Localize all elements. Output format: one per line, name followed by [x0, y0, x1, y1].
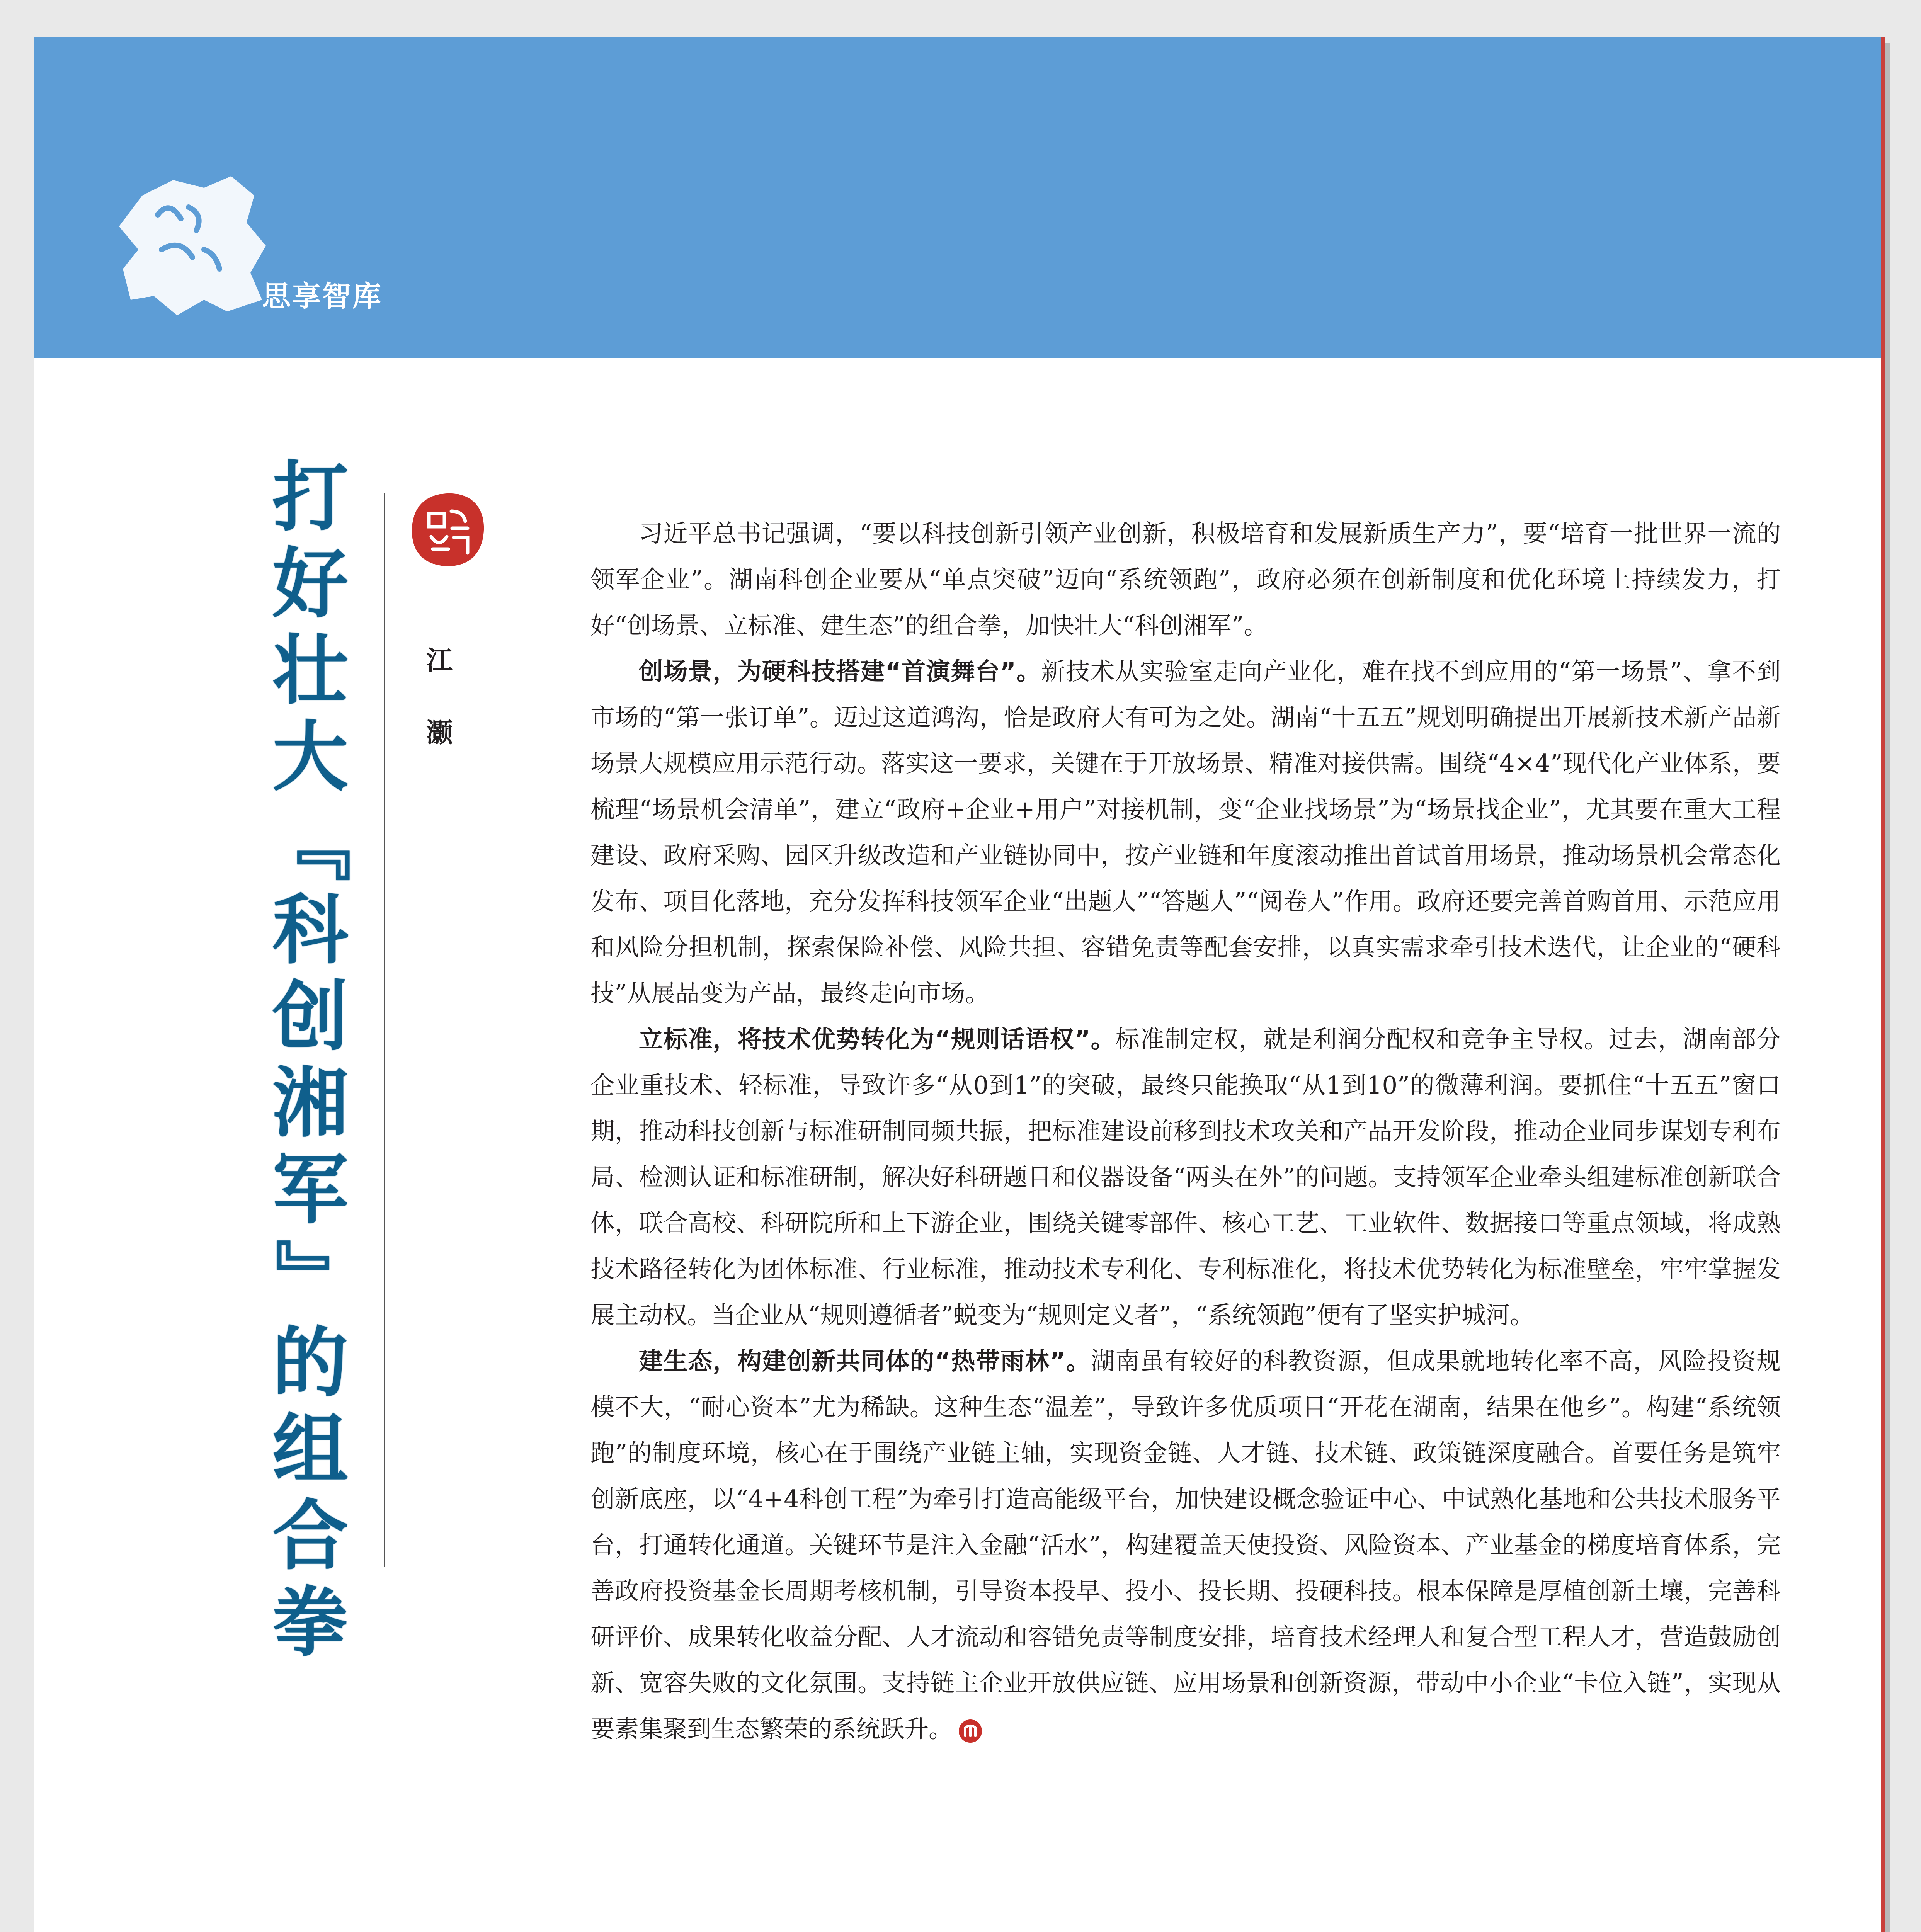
hunan-map-icon	[115, 172, 277, 319]
author-char: 江	[426, 645, 453, 676]
title-char: 科	[272, 886, 348, 975]
title-char: 『	[266, 806, 354, 882]
title-char: 大	[272, 713, 348, 801]
title-char: 的	[272, 1319, 348, 1407]
author-char: 灏	[426, 718, 453, 748]
magazine-page	[34, 37, 1885, 1932]
paragraph-text: 新技术从实验室走向产业化，难在找不到应用的“第一场景”、拿不到市场的“第一张订单”。迈过这道鸿沟，恰是政府大有可为之处。湖南“十五五”规划明确提出开展新技术新产品新场景大规模应用示范行动。落实这一要求，关键在于开放场景、精准对接供需。围绕“4×4”现代化产业体系，要梳理“场景机会清单”，建立“政府+企业+用户”对接机制，变“企业找场景”为“场景找企业”，尤其要在重大工程建设、政府采购、园区升级改造和产业链协同中，按产业链和年度滚动推出首试首用场景，推动场景机会常态化发布、项目化落地，充分发挥科技领军企业“出题人”“答题人”“阅卷人”作用。政府还要完善首购首用、示范应用和风险分担机制，探索保险补偿、风险共担、容错免责等配套安排，以真实需求牵引技术迭代，让企业的“硬科技”从展品变为产品，最终走向市场。	[590, 657, 1781, 1007]
paragraph-heading: 创场景，为硬科技搭建“首演舞台”。	[639, 657, 1041, 685]
title-char: 创	[272, 973, 348, 1061]
title-char: 合	[272, 1492, 348, 1580]
paragraph-heading: 立标准，将技术优势转化为“规则话语权”。	[639, 1025, 1116, 1053]
title-char: 壮	[272, 627, 348, 715]
paragraph-heading: 建生态，构建创新共同体的“热带雨林”。	[639, 1347, 1091, 1375]
title-divider	[384, 493, 385, 1567]
paragraph	[590, 1338, 1781, 1752]
paragraph-text: 标准制定权，就是利润分配权和竞争主导权。过去，湖南部分企业重技术、轻标准，导致许多“从0到1”的突破，最终只能换取“从1到10”的微薄利润。要抓住“十五五”窗口期，推动科技创新与标准研制同频共振，把标准建设前移到技术攻关和产品开发阶段，推动企业同步谋划专利布局、检测认证和标准研制，解决好科研题目和仪器设备“两头在外”的问题。支持领军企业牵头组建标准创新联合体，联合高校、科研院所和上下游企业，围绕关键零部件、核心工艺、工业软件、数据接口等重点领域，将成熟技术路径转化为团体标准、行业标准，推动技术专利化、专利标准化，将技术优势转化为标准壁垒，牢牢掌握发展主动权。当企业从“规则遵循者”蜕变为“规则定义者”，“系统领跑”便有了坚实护城河。	[590, 1025, 1781, 1329]
section-label: 思享智库	[262, 280, 383, 313]
title-char: 拳	[272, 1579, 348, 1667]
end-mark-icon	[958, 1719, 982, 1743]
article-body	[590, 510, 1781, 1752]
title-char: 』	[266, 1238, 354, 1315]
seal-stamp-icon	[409, 491, 486, 568]
paragraph-text: 湖南虽有较好的科教资源，但成果就地转化率不高，风险投资规模不大，“耐心资本”尤为稀缺。这种生态“温差”，导致许多优质项目“开花在湖南，结果在他乡”。构建“系统领跑”的制度环境，核心在于围绕产业链主轴，实现资金链、人才链、技术链、政策链深度融合。首要任务是筑牢创新底座，以“4+4科创工程”为牵引打造高能级平台，加快建设概念验证中心、中试熟化基地和公共技术服务平台，打通转化通道。关键环节是注入金融“活水”，构建覆盖天使投资、风险资本、产业基金的梯度培育体系，完善政府投资基金长周期考核机制，引导资本投早、投小、投长期、投硬科技。根本保障是厚植创新土壤，完善科研评价、成果转化收益分配、人才流动和容错免责等制度安排，培育技术经理人和复合型工程人才，营造鼓励创新、宽容失败的文化氛围。支持链主企业开放供应链、应用场景和创新资源，带动中小企业“卡位入链”，实现从要素集聚到生态繁荣的系统跃升。	[590, 1347, 1781, 1743]
title-char: 好	[272, 540, 348, 628]
title-char: 军	[272, 1146, 348, 1234]
paragraph	[590, 1016, 1781, 1338]
article-title	[266, 454, 355, 1666]
title-char: 湘	[272, 1060, 348, 1148]
title-char: 打	[272, 454, 348, 542]
header-banner	[34, 37, 1881, 358]
paragraph	[590, 648, 1781, 1016]
author-name	[426, 640, 453, 750]
paragraph: 习近平总书记强调，“要以科技创新引领产业创新，积极培育和发展新质生产力”，要“培育一批世界一流的领军企业”。湖南科创企业要从“单点突破”迈向“系统领跑”，政府必须在创新制度和优化环境上持续发力，打好“创场景、立标准、建生态”的组合拳，加快壮大“科创湘军”。	[590, 519, 1781, 639]
title-char: 组	[272, 1406, 348, 1494]
